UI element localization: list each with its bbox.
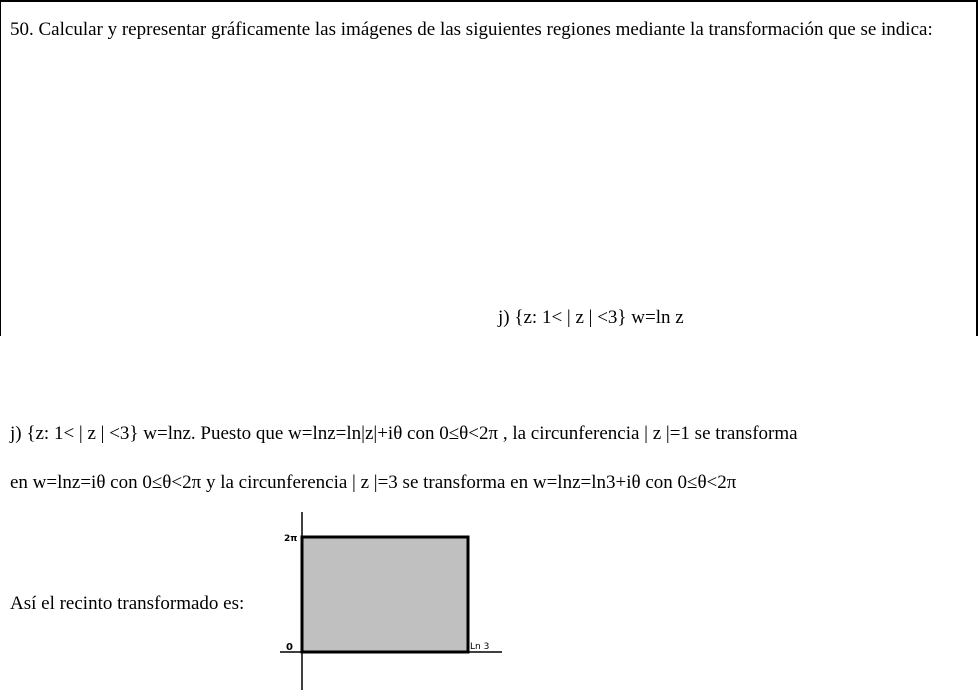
region-rect [302,537,468,652]
origin-label: 0 [286,642,293,653]
solution-line-1: j) {z: 1< | z | <3} w=lnz. Puesto que w=lnz=ln|z|+iθ con 0≤θ<2π , la circunferencia | z |=1 se transforma [10,423,798,444]
problem-statement: 50. Calcular y representar gráficamente las imágenes de las siguientes regiones mediante la transformación que se indica: [10,19,933,40]
x-right-label: Ln 3 [470,642,490,652]
transformed-region-graph [280,508,510,692]
problem-item-j: j) {z: 1< | z | <3} w=ln z [498,307,684,328]
result-label: Así el recinto transformado es: [10,593,245,614]
frame-left-edge [0,2,1,336]
problem-frame [0,0,978,336]
solution-line-2: en w=lnz=iθ con 0≤θ<2π y la circunferencia | z |=3 se transforma en w=lnz=ln3+iθ con 0≤θ<2π [10,472,737,493]
graph-svg [280,508,510,692]
y-top-label: 2π [284,534,298,544]
